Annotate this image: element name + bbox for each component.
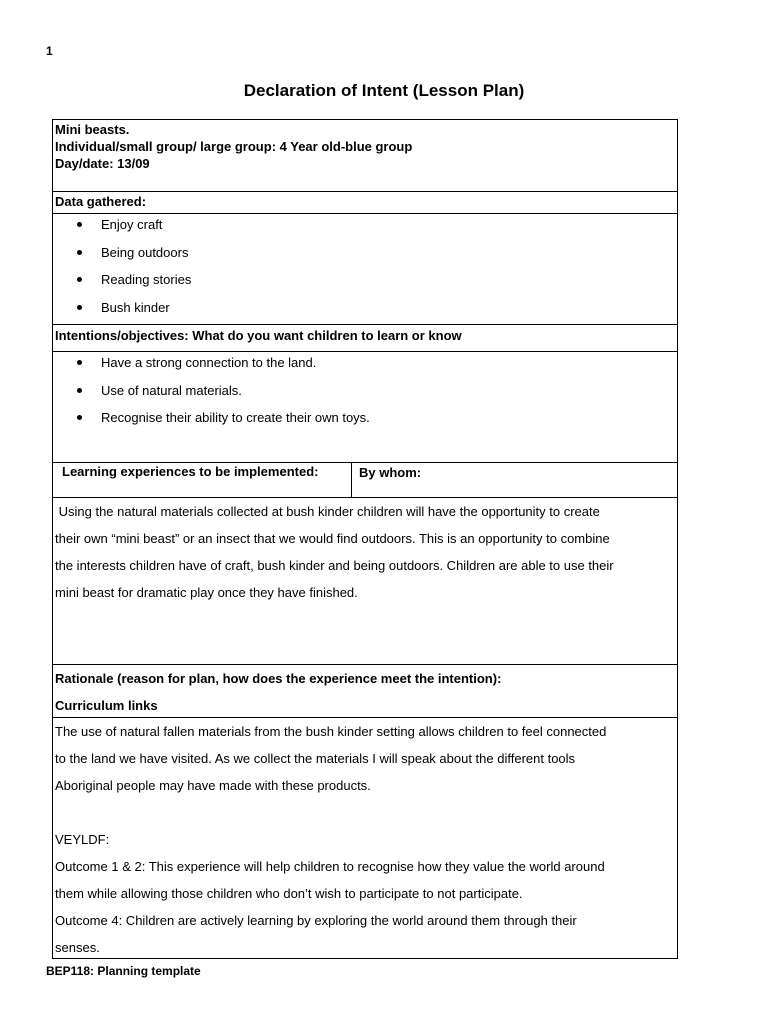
list-item-text: Enjoy craft — [101, 217, 163, 232]
bullet-icon — [77, 305, 82, 310]
list-item — [53, 382, 677, 410]
list-item-text: Reading stories — [101, 272, 192, 287]
topic-text: Mini beasts. — [55, 122, 130, 137]
header-block — [53, 120, 677, 191]
list-item-text: Bush kinder — [101, 299, 170, 315]
paragraph-line: to the land we have visited. As we collect the materials I will speak about the different tools — [55, 751, 576, 766]
bullet-icon — [77, 222, 82, 227]
paragraph-line: mini beast for dramatic play once they have finished. — [55, 585, 358, 600]
data-gathered-heading: Data gathered: — [53, 191, 677, 213]
list-item — [53, 409, 677, 437]
bullet-icon — [77, 388, 82, 393]
list-item — [53, 244, 677, 272]
learning-header-row — [53, 462, 677, 497]
paragraph-line: them while allowing those children who don’t wish to participate to not participate. — [55, 886, 523, 901]
list-item — [53, 354, 677, 382]
rationale-body — [53, 717, 677, 958]
list-item-text: Recognise their ability to create their own toys. — [101, 410, 370, 425]
paragraph-line: the interests children have of craft, bush kinder and being outdoors. Children are able to use their — [55, 558, 614, 573]
intentions-list — [53, 351, 677, 462]
data-gathered-list — [53, 213, 677, 324]
paragraph-line: Outcome 1 & 2: This experience will help children to recognise how they value the world around — [55, 859, 605, 874]
paragraph-line: Using the natural materials collected at bush kinder children will have the opportunity to create — [55, 504, 600, 519]
footer-text: BEP118: Planning template — [46, 964, 201, 978]
list-item — [53, 299, 677, 327]
list-item-text: Use of natural materials. — [101, 382, 242, 398]
by-whom-heading: By whom: — [359, 465, 422, 480]
rationale-heading-block — [53, 664, 677, 717]
paragraph-line: senses. — [55, 940, 100, 955]
intentions-heading: Intentions/objectives: What do you want children to learn or know — [53, 324, 677, 351]
list-item — [53, 271, 677, 299]
paragraph-line: their own “mini beast” or an insect that we would find outdoors. This is an opportunity to combine — [55, 531, 610, 546]
page-title: Declaration of Intent (Lesson Plan) — [243, 81, 525, 100]
list-item-text: Have a strong connection to the land. — [101, 355, 317, 370]
paragraph-line: The use of natural fallen materials from the bush kinder setting allows children to feel connected — [55, 724, 607, 739]
bullet-icon — [77, 360, 82, 365]
learning-experiences-body — [53, 497, 677, 664]
curriculum-links-heading: Curriculum links — [55, 698, 158, 713]
bullet-icon — [77, 250, 82, 255]
spacer — [55, 799, 675, 826]
bullet-icon — [77, 277, 82, 282]
page-number: 1 — [46, 44, 53, 58]
list-item-text: Being outdoors — [101, 244, 189, 260]
lesson-plan-table — [52, 119, 678, 959]
veyldf-label: VEYLDF: — [55, 832, 110, 847]
rationale-heading: Rationale (reason for plan, how does the experience meet the intention): — [55, 671, 502, 686]
date-text: Day/date: 13/09 — [55, 156, 150, 171]
group-text: Individual/small group/ large group: 4 Year old-blue group — [55, 139, 413, 154]
paragraph-line: Outcome 4: Children are actively learning by exploring the world around them through their — [55, 913, 577, 928]
list-item — [53, 216, 677, 244]
learning-experiences-heading: Learning experiences to be implemented: — [53, 463, 352, 498]
bullet-icon — [77, 415, 82, 420]
paragraph-line: Aboriginal people may have made with these products. — [55, 778, 371, 793]
